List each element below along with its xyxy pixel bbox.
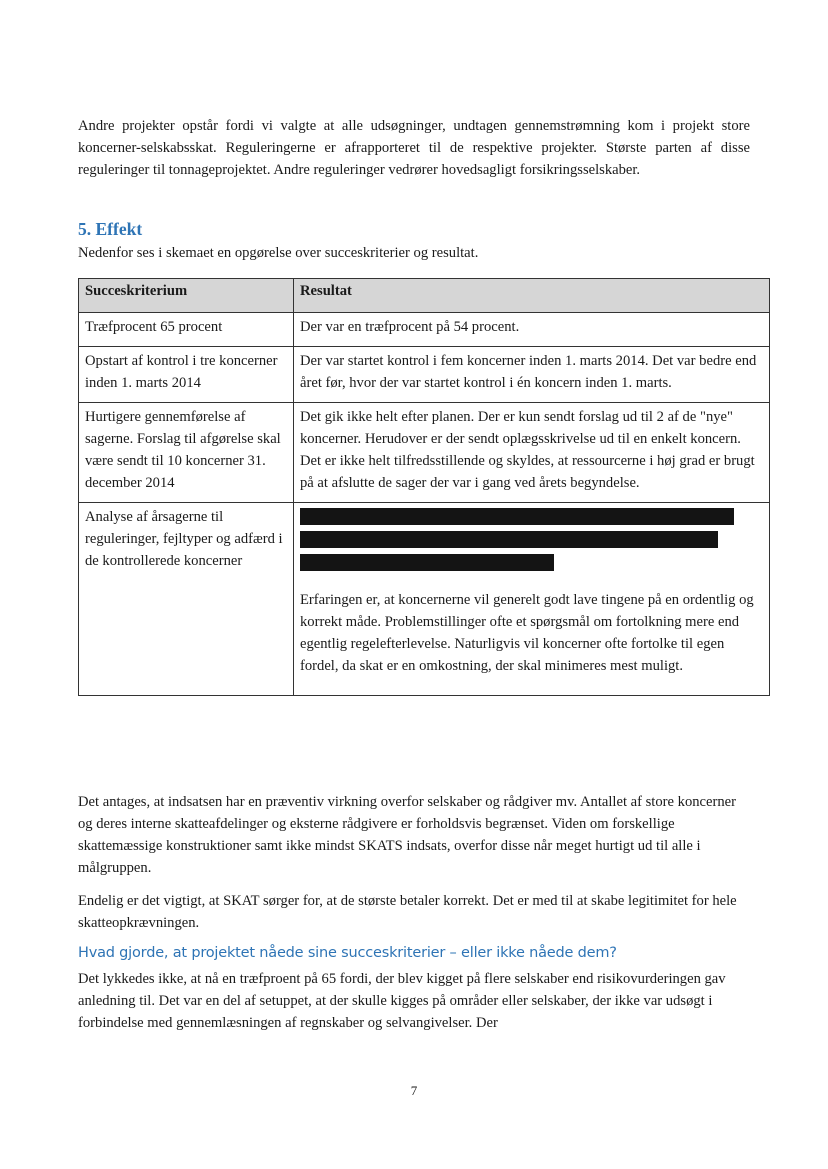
paragraph-prevention: Det antages, at indsatsen har en præventiv virkning overfor selskaber og rådgiver mv. Antallet af store koncerner og deres interne skatteafdelinger og eksterne rådgivere er forholdsvis begrænset. Viden om forskellige skattemæssige konstruktioner samt ikke mindst SKATS indsats, overfor disse når meget hurtigt ud til alle i målgruppen.: [78, 794, 736, 876]
subsection-heading: Hvad gjorde, at projektet nåede sine succeskriterier – eller ikke nåede dem?: [78, 945, 617, 961]
criterion-cell: Analyse af årsagerne til reguleringer, fejltyper og adfærd i de kontrollerede koncerner: [79, 503, 294, 696]
table-row: [79, 403, 770, 503]
table-row: [79, 347, 770, 403]
redaction-bar: [300, 554, 554, 571]
criterion-cell: Træfprocent 65 procent: [79, 313, 294, 347]
section-heading-effekt: 5. Effekt: [78, 219, 143, 239]
column-header-result: Resultat: [294, 279, 770, 313]
intro-paragraph: Andre projekter opstår fordi vi valgte at alle udsøgninger, undtagen gennemstrømning kom i projekt store koncerner-selskabsskat. Reguleringerne er afrapporteret til de respektive projekter. Største parten af disse reguleringer til tonnageprojektet. Andre reguleringer vedrører hovedsagligt forsikringsselskaber.: [78, 118, 750, 178]
section-lead: Nedenfor ses i skemaet en opgørelse over succeskriterier og resultat.: [78, 245, 479, 261]
column-header-criterion: Succeskriterium: [79, 279, 294, 313]
success-criteria-table: [78, 278, 770, 696]
table-row: [79, 503, 770, 696]
paragraph-legitimacy: Endelig er det vigtigt, at SKAT sørger for, at de største betaler korrekt. Det er med til at skabe legitimitet for hele skatteopkrævningen.: [78, 893, 737, 931]
criterion-cell: Hurtigere gennemførelse af sagerne. Forslag til afgørelse skal være sendt til 10 koncerner 31. december 2014: [79, 403, 294, 503]
subsection-paragraph: Det lykkedes ikke, at nå en træfproent på 65 fordi, der blev kigget på flere selskaber end risikovurderingen gav anledning til. Det var en del af setuppet, at der skulle kigges på områder eller selskaber, der ikke var udsøgt i forbindelse med gennemlæsningen af regnskaber og selvangivelser. Der: [78, 971, 726, 1031]
spacer: [300, 677, 763, 687]
table-row: [79, 313, 770, 347]
result-text: Erfaringen er, at koncernerne vil generelt godt lave tingene på en ordentlig og korrekt måde. Problemstillinger ofte et spørgsmål om fortolkning mere end egentlig regelefterlevelse. Naturligvis vil koncerner ofte fortolke til egen fordel, da skat er en omkostning, der skal minimeres mest muligt.: [300, 592, 754, 674]
page-number: 7: [410, 1083, 418, 1098]
result-cell: Det gik ikke helt efter planen. Der er kun sendt forslag ud til 2 af de "nye" koncerner. Herudover er der sendt oplægsskrivelse ud til en enkelt koncern. Det er ikke helt tilfredsstillende og skyldes, at ressourcerne i høj grad er brugt på at afslutte de sager der var i gang ved årets begyndelse.: [294, 403, 770, 503]
redaction-bar: [300, 531, 718, 548]
spacer: [300, 571, 763, 589]
result-cell: Der var startet kontrol i fem koncerner inden 1. marts 2014. Det var bedre end året før, hvor der var startet kontrol i én koncern inden 1. marts.: [294, 347, 770, 403]
result-cell: [294, 503, 770, 696]
result-cell: Der var en træfprocent på 54 procent.: [294, 313, 770, 347]
table-header-row: [79, 279, 770, 313]
redaction-bar: [300, 508, 734, 525]
criterion-cell: Opstart af kontrol i tre koncerner inden 1. marts 2014: [79, 347, 294, 403]
